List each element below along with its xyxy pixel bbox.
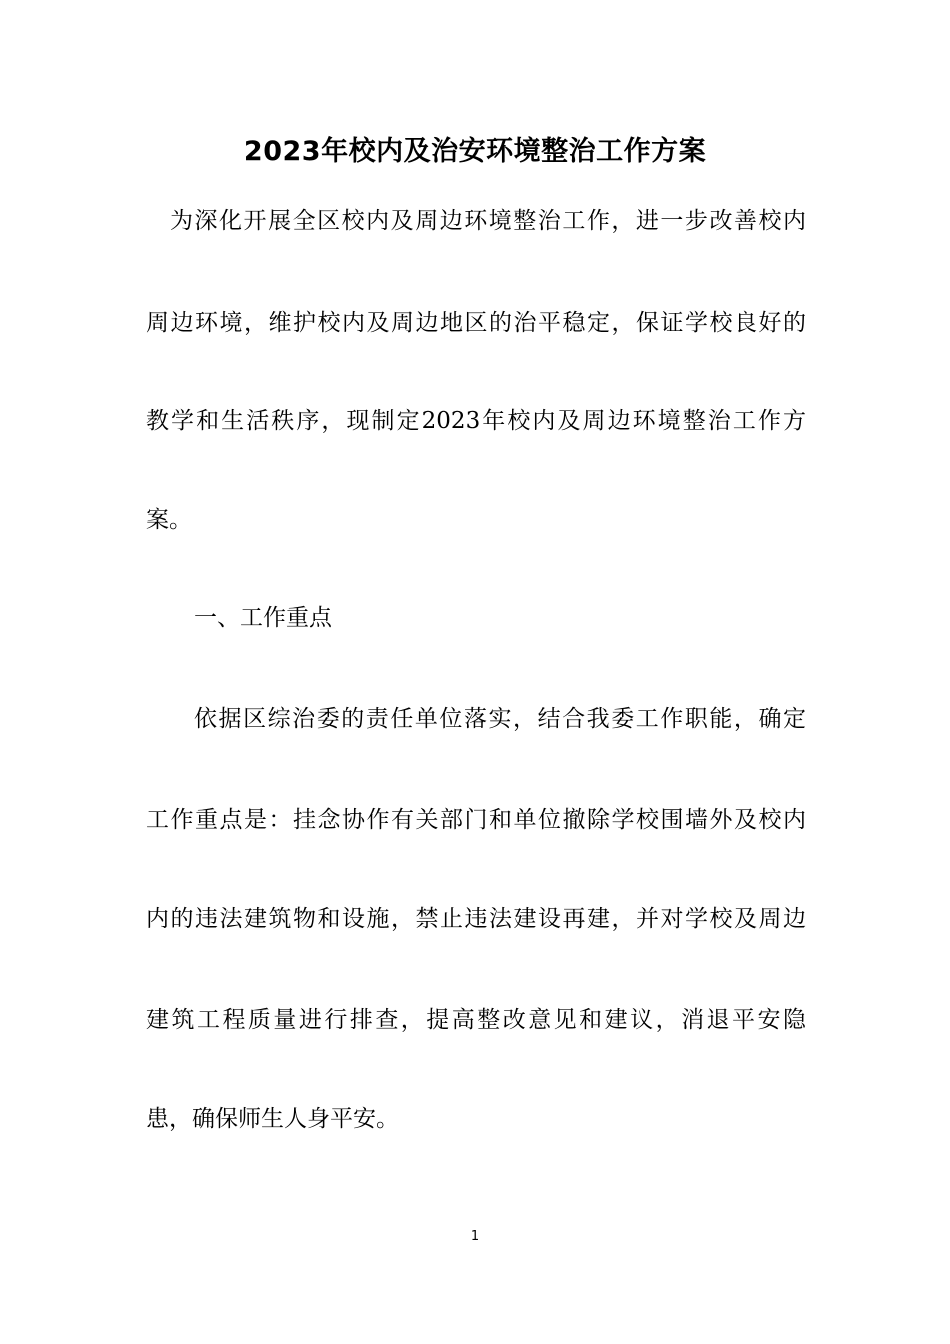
intro-line-2: 周边环境，维护校内及周边地区的治平稳定，保证学校良好的: [146, 310, 806, 336]
section-line-1: 依据区综治委的责任单位落实，结合我委工作职能，确定: [194, 706, 806, 732]
document-title: 2023年校内及治安环境整治工作方案: [243, 136, 707, 167]
intro-line-3: 教学和生活秩序，现制定2023年校内及周边环境整治工作方: [146, 408, 806, 434]
section-line-4: 建筑工程质量进行排查，提高整改意见和建议，消退平安隐: [146, 1007, 806, 1033]
section-line-5: 患，确保师生人身平安。: [146, 1106, 399, 1132]
page-number: 1: [470, 1229, 480, 1244]
section-line-2: 工作重点是：挂念协作有关部门和单位撤除学校围墙外及校内: [146, 807, 806, 833]
intro-line-4: 案。: [146, 507, 192, 533]
section-line-3: 内的违法建筑物和设施，禁止违法建设再建，并对学校及周边: [146, 906, 806, 932]
section-heading: 一、工作重点: [194, 605, 332, 631]
intro-line-1: 为深化开展全区校内及周边环境整治工作，进一步改善校内: [170, 208, 806, 234]
